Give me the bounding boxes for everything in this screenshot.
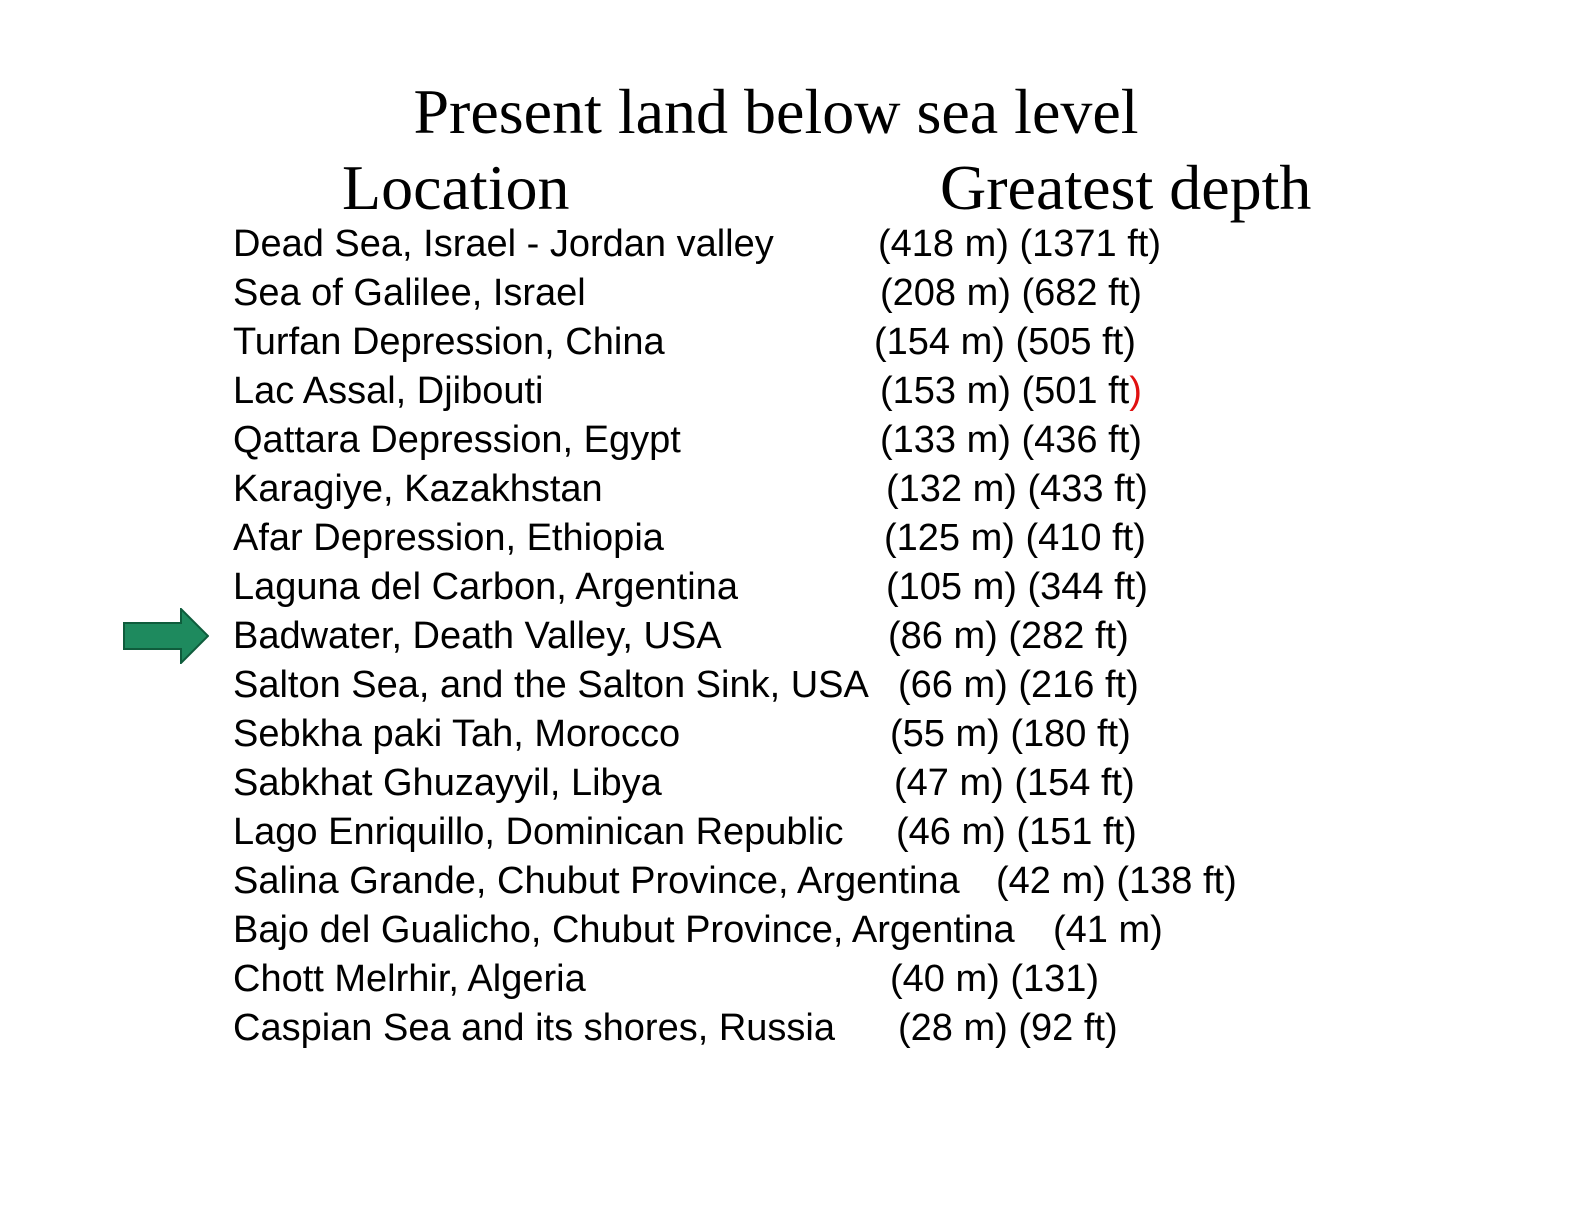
table-row xyxy=(233,367,1533,416)
table-row xyxy=(233,1004,1533,1053)
depth-column-header: Greatest depth xyxy=(940,152,1312,223)
depth-cell: (55 m) (180 ft) xyxy=(890,713,1131,755)
location-cell: Salina Grande, Chubut Province, Argentina xyxy=(233,860,960,902)
table-row xyxy=(233,857,1533,906)
depth-cell: (86 m) (282 ft) xyxy=(888,615,1129,657)
table-row xyxy=(233,759,1533,808)
location-cell: Afar Depression, Ethiopia xyxy=(233,517,664,559)
location-cell: Laguna del Carbon, Argentina xyxy=(233,566,738,608)
location-cell: Dead Sea, Israel - Jordan valley xyxy=(233,223,774,265)
location-cell: Bajo del Gualicho, Chubut Province, Argentina xyxy=(233,909,1015,951)
depth-cell: (41 m) xyxy=(1053,909,1163,951)
location-cell: Karagiye, Kazakhstan xyxy=(233,468,603,510)
right-arrow-icon xyxy=(123,608,209,664)
depth-cell: (418 m) (1371 ft) xyxy=(878,223,1161,265)
slide-title: Present land below sea level xyxy=(413,76,1139,147)
location-cell: Sea of Galilee, Israel xyxy=(233,272,586,314)
location-cell: Chott Melrhir, Algeria xyxy=(233,958,586,1000)
table-row xyxy=(233,710,1533,759)
table-row xyxy=(233,416,1533,465)
depth-table xyxy=(233,220,1533,1053)
location-cell: Sabkhat Ghuzayyil, Libya xyxy=(233,762,662,804)
depth-cell: (42 m) (138 ft) xyxy=(996,860,1237,902)
red-paren: ) xyxy=(1129,370,1142,412)
depth-cell: (132 m) (433 ft) xyxy=(886,468,1148,510)
depth-cell: (66 m) (216 ft) xyxy=(898,664,1139,706)
table-row xyxy=(233,220,1533,269)
location-cell: Lago Enriquillo, Dominican Republic xyxy=(233,811,844,853)
location-cell: Turfan Depression, China xyxy=(233,321,665,363)
table-row xyxy=(233,906,1533,955)
table-row xyxy=(233,269,1533,318)
depth-cell: (208 m) (682 ft) xyxy=(880,272,1142,314)
location-cell: Sebkha paki Tah, Morocco xyxy=(233,713,681,755)
table-row xyxy=(233,661,1533,710)
table-row xyxy=(233,808,1533,857)
table-row xyxy=(233,465,1533,514)
table-row xyxy=(233,514,1533,563)
location-cell: Lac Assal, Djibouti xyxy=(233,370,544,412)
location-cell: Caspian Sea and its shores, Russia xyxy=(233,1007,835,1049)
table-row xyxy=(233,563,1533,612)
location-column-header: Location xyxy=(342,152,570,223)
depth-cell: (125 m) (410 ft) xyxy=(884,517,1146,559)
depth-cell: (46 m) (151 ft) xyxy=(896,811,1137,853)
depth-cell: (47 m) (154 ft) xyxy=(894,762,1135,804)
location-cell: Badwater, Death Valley, USA xyxy=(233,615,722,657)
table-row xyxy=(233,955,1533,1004)
depth-cell: (28 m) (92 ft) xyxy=(898,1007,1118,1049)
depth-cell: (40 m) (131) xyxy=(890,958,1100,1000)
depth-cell xyxy=(880,367,1142,416)
depth-cell: (154 m) (505 ft) xyxy=(874,321,1136,363)
location-cell: Salton Sea, and the Salton Sink, USA xyxy=(233,664,869,706)
location-cell: Qattara Depression, Egypt xyxy=(233,419,681,461)
depth-cell: (105 m) (344 ft) xyxy=(886,566,1148,608)
depth-cell: (133 m) (436 ft) xyxy=(880,419,1142,461)
table-row-highlighted xyxy=(233,612,1533,661)
depth-value: (153 m) (501 ft xyxy=(880,370,1130,412)
table-row xyxy=(233,318,1533,367)
